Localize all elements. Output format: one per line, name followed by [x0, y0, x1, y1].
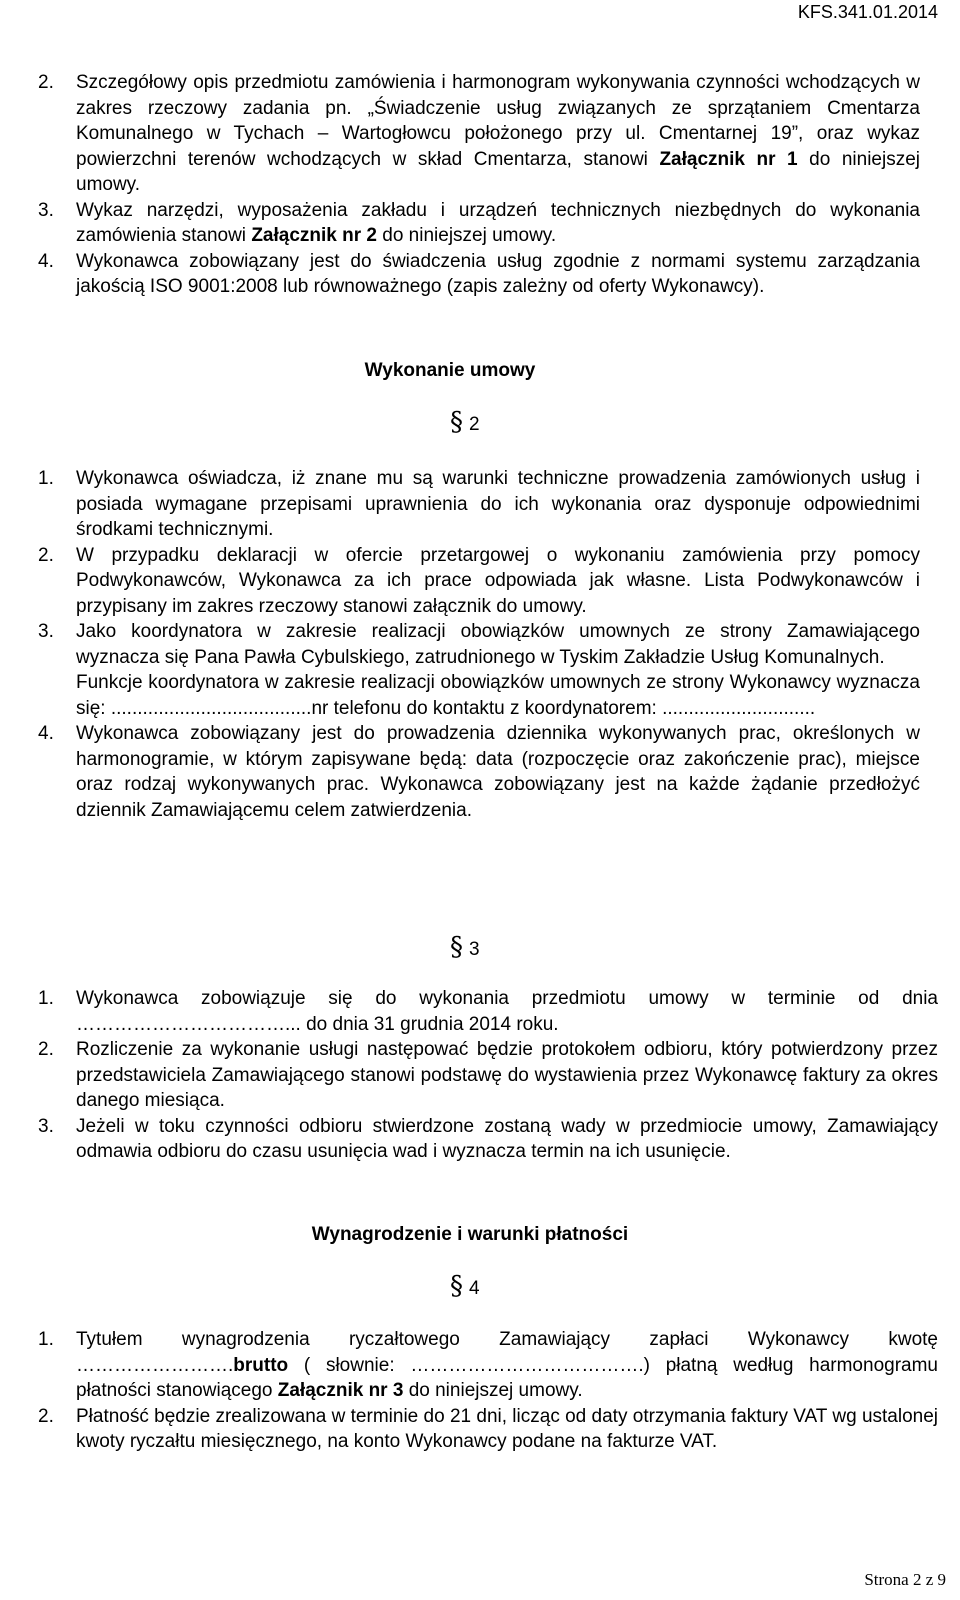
list-item [38, 1404, 938, 1455]
list-item [38, 198, 920, 249]
text-segment: Jako koordynatora w zakresie realizacji obowiązków umownych ze strony Zamawiającego wyznacza się Pana Pawła Cybulskiego, zatrudnionego w Tyskim Zakładzie Usług Komunalnych. [76, 621, 920, 668]
heading-wynagrodzenie: Wynagrodzenie i warunki płatności [311, 1224, 629, 1245]
bold-text: Załącznik nr 1 [659, 148, 798, 170]
section-3-number: 3 [469, 939, 480, 960]
list-item [38, 466, 920, 543]
text-segment: do niniejszej umowy. [403, 1380, 583, 1401]
list-item [38, 1114, 938, 1165]
list-item-number: 2. [38, 72, 54, 93]
page-number: Strona 2 z 9 [864, 1570, 946, 1589]
list-item-text [76, 1114, 938, 1165]
list-item-number: 4. [38, 250, 54, 272]
list-item [38, 543, 920, 620]
text-segment: ( słownie: ……………………………….) płatną według harmonogramu płatności stanowiącego [76, 1354, 938, 1401]
text-segment: Rozliczenie za wykonanie usługi następować będzie protokołem odbioru, który potwierdzony przez przedstawiciela Zamawiającego stanowi podstawę do wystawienia przez Wykonawcę faktury za okres danego miesiąca. [76, 1039, 938, 1111]
list-item-number: 3. [38, 621, 54, 642]
bold-text: Załącznik nr 2 [251, 225, 377, 246]
list-item-text [76, 1327, 938, 1404]
text-segment: Szczegółowy opis przedmiotu zamówienia i harmonogram wykonywania czynności wchodzących w zakres rzeczowy zadania pn. „Świadczenie usług związanych ze sprzątaniem Cmentarza Komunalnego w Tychach – Wartogłowcu położonego przy ul. Cmentarnej 19”, oraz wykaz powierzchni terenów wchodzących w skład Cmentarza, stanowi [76, 72, 920, 170]
list-item-text [76, 721, 920, 823]
text-segment: Wykonawca zobowiązany jest do świadczenia usług zgodnie z normami systemu zarządzania jakością ISO 9001:2008 lub równoważnego (zapis zależny od oferty Wykonawcy). [76, 250, 920, 297]
list-item-number: 1. [38, 468, 54, 489]
list-section-2 [38, 466, 920, 823]
heading-wykonanie-umowy: Wykonanie umowy [364, 360, 536, 381]
list-item-number: 2. [38, 544, 54, 566]
text-segment: Płatność będzie zrealizowana w terminie do 21 dni, licząc od daty otrzymania faktury VAT wg ustalonej kwoty ryczałtu miesięcznego, na konto Wykonawcy podane na fakturze VAT. [76, 1405, 938, 1452]
text-segment: Wykonawca oświadcza, iż znane mu są warunki techniczne prowadzenia zamówionych usług i posiada wymagane przepisami uprawnienia do ich wykonania oraz dysponuje odpowiednimi środkami technicznymi. [76, 468, 920, 540]
list-item-extra-text: Funkcje koordynatora w zakresie realizacji obowiązków umownych ze strony Wykonawcy wyznacza się: ......................................nr telefonu do kontaktu z koordynatorem: ............................. [76, 672, 920, 719]
list-item [38, 1037, 938, 1114]
list-item-text [76, 198, 920, 249]
list-item [38, 619, 920, 721]
list-item-text [76, 249, 920, 300]
text-segment: Jeżeli w toku czynności odbioru stwierdzone zostaną wady w przedmiocie umowy, Zamawiający odmawia odbioru do czasu usunięcia wad i wyznacza termin na ich usunięcie. [76, 1115, 938, 1162]
list-item-text [76, 70, 920, 198]
list-item [38, 1327, 938, 1404]
list-item [38, 249, 920, 300]
text-segment: Wykonawca zobowiązany jest do prowadzenia dziennika wykonywanych prac, określonych w harmonogramie, w którym zapisywane będą: data (rozpoczęcie oraz zakończenie prac), miejsce oraz rodzaj wykonywanych prac. Wykonawca zobowiązany jest na każde żądanie przedłożyć dziennik Zamawiającemu celem zatwierdzenia. [76, 723, 920, 821]
list-item-text [76, 1404, 938, 1455]
text-segment: do niniejszej umowy. [76, 148, 920, 195]
section-4-number: 4 [469, 1278, 480, 1299]
list-item-number: 1. [38, 1329, 54, 1350]
list-item-number: 1. [38, 988, 54, 1009]
list-item-number: 3. [38, 1115, 54, 1137]
list-section-3 [38, 986, 938, 1165]
list-item-text [76, 466, 920, 543]
text-segment: W przypadku deklaracji w ofercie przetargowej o wykonaniu zamówienia przy pomocy Podwykonawców, Wykonawca za ich prace odpowiada jak własne. Lista Podwykonawców i przypisany im zakres rzeczowy stanowi załącznik do umowy. [76, 544, 920, 617]
text-segment: Tytułem wynagrodzenia ryczałtowego Zamawiający zapłaci Wykonawcy kwotę ……………………. [76, 1329, 938, 1376]
list-item [38, 986, 938, 1037]
paragraph-sign-icon: § [450, 407, 463, 437]
section-2-mark [450, 407, 480, 437]
list-item-number: 2. [38, 1405, 54, 1427]
text-segment: do niniejszej umowy. [376, 225, 557, 246]
list-item-number: 3. [38, 199, 54, 221]
section-3-mark [450, 932, 480, 962]
list-item-text [76, 543, 920, 620]
document-code: KFS.341.01.2014 [797, 2, 938, 22]
section-4-mark [450, 1271, 480, 1301]
list-item-number: 4. [38, 723, 54, 744]
paragraph-sign-icon: § [450, 932, 463, 962]
section-2-number: 2 [469, 414, 480, 435]
bold-text: Załącznik nr 3 [277, 1380, 404, 1401]
text-segment: Wykonawca zobowiązuje się do wykonania przedmiotu umowy w terminie od dnia ……………………………... do dnia 31 grudnia 2014 roku. [76, 988, 938, 1035]
list-top [38, 70, 920, 300]
list-item-text [76, 1037, 938, 1114]
list-section-4 [38, 1327, 938, 1455]
list-item [38, 721, 920, 823]
list-item [38, 70, 920, 198]
list-item-text [76, 619, 920, 670]
list-item-number: 2. [38, 1039, 54, 1060]
list-item-text [76, 986, 938, 1037]
paragraph-sign-icon: § [450, 1271, 463, 1301]
text-segment: Wykaz narzędzi, wyposażenia zakładu i urządzeń technicznych niezbędnych do wykonania zamówienia stanowi [76, 199, 920, 246]
bold-text: brutto [233, 1354, 289, 1376]
